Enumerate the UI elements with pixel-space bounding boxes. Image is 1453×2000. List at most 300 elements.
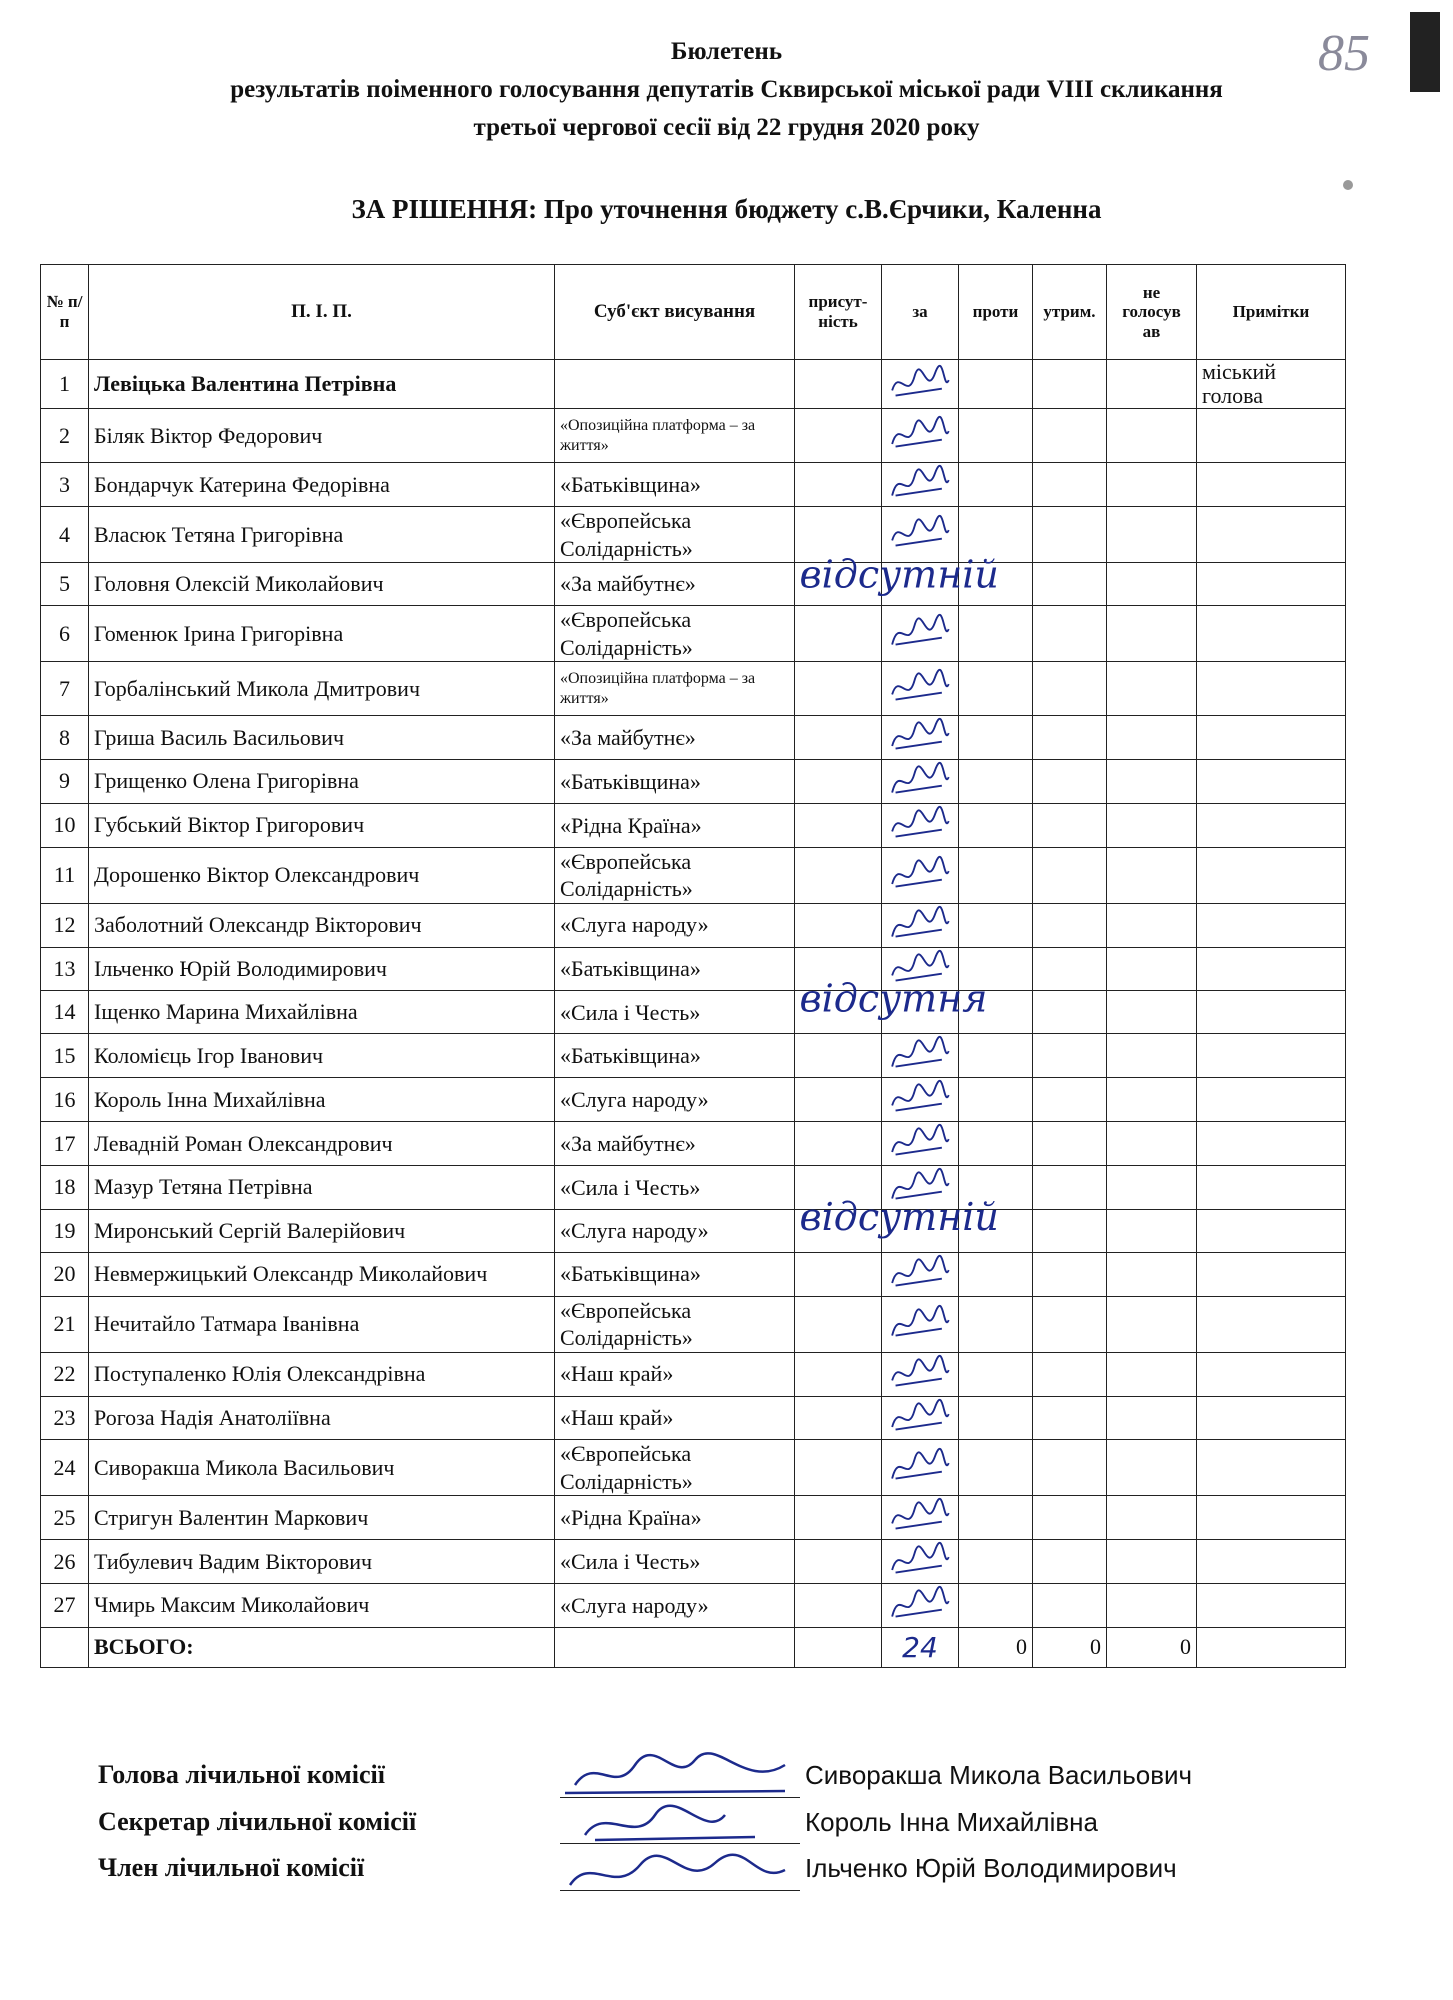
nominating-party: «Батьківщина» [555,947,795,991]
vote-abstain-cell [1033,803,1107,847]
deputy-name: Бондарчук Катерина Федорівна [89,463,555,507]
table-row [41,1584,1346,1628]
vote-against-cell [959,563,1033,606]
row-number: 27 [41,1584,89,1628]
not-voted-cell [1107,947,1197,991]
nominating-party: «Батьківщина» [555,1034,795,1078]
table-row [41,1165,1346,1209]
nominating-party: «Опозиційна платформа – за життя» [555,662,795,716]
not-voted-cell [1107,716,1197,760]
notes-cell [1197,1122,1346,1166]
vote-for-signature [882,903,959,947]
deputy-name: Чмирь Максим Миколайович [89,1584,555,1628]
chair-label: Голова лічильної комісії [98,1760,385,1789]
not-voted-cell [1107,1396,1197,1440]
not-voted-cell [1107,507,1197,563]
row-number: 26 [41,1540,89,1584]
present-cell [795,847,882,903]
vote-abstain-cell [1033,991,1107,1034]
row-number: 9 [41,760,89,804]
nominating-party: «Слуга народу» [555,1078,795,1122]
totals-for: 24 [882,1627,959,1667]
deputy-name: Власюк Тетяна Григорівна [89,507,555,563]
nominating-party: «Європейська Солідарність» [555,606,795,662]
row-number: 2 [41,409,89,463]
row-number: 6 [41,606,89,662]
deputy-name: Поступаленко Юлія Олександрівна [89,1352,555,1396]
not-voted-cell [1107,847,1197,903]
notes-cell [1197,507,1346,563]
not-voted-cell [1107,1496,1197,1540]
deputy-name: Невмержицький Олександр Миколайович [89,1252,555,1296]
vote-abstain-cell [1033,409,1107,463]
nominating-party: «Батьківщина» [555,760,795,804]
vote-against-cell [959,903,1033,947]
nominating-party: «Сила і Честь» [555,991,795,1034]
vote-abstain-cell [1033,662,1107,716]
col-name: П. І. П. [89,265,555,360]
voting-table [40,264,1346,1668]
nominating-party: «Європейська Солідарність» [555,847,795,903]
present-cell [795,1396,882,1440]
not-voted-cell [1107,409,1197,463]
vote-abstain-cell [1033,563,1107,606]
not-voted-cell [1107,563,1197,606]
row-number: 18 [41,1165,89,1209]
vote-for-signature [882,947,959,991]
present-cell [795,563,882,606]
present-cell [795,1584,882,1628]
chair-signature [565,1753,785,1793]
present-cell [795,1296,882,1352]
vote-for-signature [882,1584,959,1628]
vote-for-signature [882,803,959,847]
row-number: 10 [41,803,89,847]
notes-cell [1197,1540,1346,1584]
notes-cell [1197,1034,1346,1078]
table-row [41,1296,1346,1352]
vote-abstain-cell [1033,1352,1107,1396]
notes-cell [1197,1078,1346,1122]
vote-against-cell [959,662,1033,716]
notes-cell [1197,847,1346,903]
totals-against: 0 [959,1627,1033,1667]
present-cell [795,1078,882,1122]
row-number: 4 [41,507,89,563]
row-number: 25 [41,1496,89,1540]
vote-for-signature [882,409,959,463]
present-cell [795,716,882,760]
vote-abstain-cell [1033,360,1107,409]
deputy-name: Горбалінський Микола Дмитрович [89,662,555,716]
row-number: 21 [41,1296,89,1352]
present-cell [795,803,882,847]
not-voted-cell [1107,1252,1197,1296]
deputy-name: Рогоза Надія Анатоліївна [89,1396,555,1440]
document-title: Бюлетень [670,38,783,65]
vote-abstain-cell [1033,606,1107,662]
deputy-name: Левіцька Валентина Петрівна [89,360,555,409]
vote-abstain-cell [1033,1396,1107,1440]
row-number: 14 [41,991,89,1034]
deputy-name: Іщенко Марина Михайлівна [89,991,555,1034]
not-voted-cell [1107,1034,1197,1078]
secretary-signature [585,1806,755,1840]
col-number: № п/п [41,265,89,360]
totals-present-cell [795,1627,882,1667]
not-voted-cell [1107,903,1197,947]
table-row [41,409,1346,463]
notes-cell [1197,803,1346,847]
notes-cell [1197,1352,1346,1396]
nominating-party: «Слуга народу» [555,1209,795,1252]
totals-not-voted: 0 [1107,1627,1197,1667]
vote-for-signature [882,1540,959,1584]
deputy-name: Король Інна Михайлівна [89,1078,555,1122]
not-voted-cell [1107,1209,1197,1252]
vote-abstain-cell [1033,463,1107,507]
vote-for-signature [882,463,959,507]
deputy-name: Нечитайло Татмара Іванівна [89,1296,555,1352]
deputy-name: Гриша Василь Васильович [89,716,555,760]
present-cell [795,1034,882,1078]
present-cell [795,463,882,507]
vote-against-cell [959,1496,1033,1540]
vote-against-cell [959,1540,1033,1584]
scan-dot [1343,180,1353,190]
row-number: 19 [41,1209,89,1252]
nominating-party: «Європейська Солідарність» [555,1440,795,1496]
not-voted-cell [1107,662,1197,716]
notes-cell [1197,991,1346,1034]
vote-abstain-cell [1033,716,1107,760]
deputy-name: Мазур Тетяна Петрівна [89,1165,555,1209]
col-against: проти [959,265,1033,360]
notes-cell [1197,716,1346,760]
deputy-name: Миронський Сергій Валерійович [89,1209,555,1252]
present-cell [795,1440,882,1496]
notes-cell [1197,1296,1346,1352]
row-number: 5 [41,563,89,606]
vote-abstain-cell [1033,1165,1107,1209]
deputy-name: Стригун Валентин Маркович [89,1496,555,1540]
totals-abstain: 0 [1033,1627,1107,1667]
vote-abstain-cell [1033,947,1107,991]
vote-for-signature [882,1396,959,1440]
notes-cell [1197,1440,1346,1496]
nominating-party: «Сила і Честь» [555,1165,795,1209]
row-number: 1 [41,360,89,409]
vote-against-cell [959,1584,1033,1628]
vote-for-signature [882,1034,959,1078]
table-row [41,803,1346,847]
nominating-party [555,360,795,409]
nominating-party: «Наш край» [555,1352,795,1396]
table-row [41,947,1346,991]
nominating-party: «Батьківщина» [555,1252,795,1296]
vote-abstain-cell [1033,1440,1107,1496]
not-voted-cell [1107,1165,1197,1209]
nominating-party: «Рідна Країна» [555,803,795,847]
table-row [41,1440,1346,1496]
table-row [41,1352,1346,1396]
table-row [41,1496,1346,1540]
nominating-party: «За майбутнє» [555,563,795,606]
vote-for-signature [882,1496,959,1540]
notes-cell [1197,662,1346,716]
col-abstain: утрим. [1033,265,1107,360]
notes-cell [1197,903,1346,947]
vote-for-signature [882,507,959,563]
vote-against-cell [959,947,1033,991]
not-voted-cell [1107,606,1197,662]
not-voted-cell [1107,1540,1197,1584]
present-cell [795,991,882,1034]
notes-cell [1197,947,1346,991]
table-row [41,1252,1346,1296]
not-voted-cell [1107,360,1197,409]
vote-for-signature [882,662,959,716]
nominating-party: «Сила і Честь» [555,1540,795,1584]
table-row [41,716,1346,760]
col-not-voted: не голосув ав [1107,265,1197,360]
vote-against-cell [959,1396,1033,1440]
present-cell [795,1209,882,1252]
row-number: 12 [41,903,89,947]
vote-for-signature [882,1122,959,1166]
notes-cell [1197,606,1346,662]
nominating-party: «Європейська Солідарність» [555,1296,795,1352]
row-number: 23 [41,1396,89,1440]
row-number: 8 [41,716,89,760]
deputy-name: Левадній Роман Олександрович [89,1122,555,1166]
table-row [41,1209,1346,1252]
table-row [41,463,1346,507]
vote-against-cell [959,1165,1033,1209]
nominating-party: «Батьківщина» [555,463,795,507]
secretary-name: Король Інна Михайлівна [805,1807,1098,1837]
deputy-name: Тибулевич Вадим Вікторович [89,1540,555,1584]
row-number: 11 [41,847,89,903]
vote-against-cell [959,847,1033,903]
notes-cell [1197,1252,1346,1296]
vote-against-cell [959,409,1033,463]
decision-title: ЗА РІШЕННЯ: Про уточнення бюджету с.В.Єрчики, Каленна [351,194,1102,224]
member-signature [570,1855,785,1885]
vote-for-signature [882,1165,959,1209]
table-row [41,903,1346,947]
vote-against-cell [959,1296,1033,1352]
member-label: Член лічильної комісії [98,1853,365,1882]
present-cell [795,1252,882,1296]
row-number: 13 [41,947,89,991]
vote-abstain-cell [1033,760,1107,804]
present-cell [795,360,882,409]
vote-for-signature [882,716,959,760]
table-row [41,1396,1346,1440]
deputy-name: Коломієць Ігор Іванович [89,1034,555,1078]
col-subject: Суб'єкт висування [555,265,795,360]
vote-against-cell [959,1209,1033,1252]
notes-cell [1197,1496,1346,1540]
vote-against-cell [959,1352,1033,1396]
vote-abstain-cell [1033,1540,1107,1584]
vote-against-cell [959,360,1033,409]
vote-for-signature [882,606,959,662]
table-row [41,360,1346,409]
absent-note: відсутня [799,976,988,1021]
nominating-party: «Слуга народу» [555,903,795,947]
row-number: 7 [41,662,89,716]
chair-name: Сиворакша Микола Васильович [805,1760,1193,1790]
table-header-row [41,265,1346,360]
vote-abstain-cell [1033,507,1107,563]
notes-cell [1197,1584,1346,1628]
present-cell [795,947,882,991]
vote-against-cell [959,803,1033,847]
table-row [41,606,1346,662]
member-name: Ільченко Юрій Володимирович [805,1853,1177,1883]
totals-row [41,1627,1346,1667]
page-number: 85 [1318,25,1370,82]
present-cell [795,662,882,716]
vote-for-signature [882,360,959,409]
vote-abstain-cell [1033,903,1107,947]
vote-abstain-cell [1033,1252,1107,1296]
nominating-party: «Європейська Солідарність» [555,507,795,563]
nominating-party: «За майбутнє» [555,1122,795,1166]
notes-cell: міський голова [1197,360,1346,409]
row-number: 24 [41,1440,89,1496]
vote-for-signature [882,991,959,1034]
row-number: 3 [41,463,89,507]
totals-subject-cell [555,1627,795,1667]
vote-for-signature [882,1209,959,1252]
vote-abstain-cell [1033,1078,1107,1122]
not-voted-cell [1107,1078,1197,1122]
table-row [41,1078,1346,1122]
nominating-party: «Рідна Країна» [555,1496,795,1540]
notes-cell [1197,1165,1346,1209]
session-date: третьої чергової сесії від 22 грудня 2020 року [473,114,980,141]
row-number: 15 [41,1034,89,1078]
table-row [41,1034,1346,1078]
totals-num-cell [41,1627,89,1667]
not-voted-cell [1107,1122,1197,1166]
vote-against-cell [959,760,1033,804]
not-voted-cell [1107,1352,1197,1396]
present-cell [795,409,882,463]
deputy-name: Ільченко Юрій Володимирович [89,947,555,991]
present-cell [795,1540,882,1584]
vote-against-cell [959,1034,1033,1078]
nominating-party: «За майбутнє» [555,716,795,760]
notes-cell [1197,1396,1346,1440]
vote-against-cell [959,1078,1033,1122]
vote-against-cell [959,1252,1033,1296]
present-cell [795,606,882,662]
table-row [41,760,1346,804]
row-number: 17 [41,1122,89,1166]
deputy-name: Заболотний Олександр Вікторович [89,903,555,947]
vote-for-signature [882,1078,959,1122]
not-voted-cell [1107,1440,1197,1496]
vote-for-signature [882,1252,959,1296]
row-number: 22 [41,1352,89,1396]
not-voted-cell [1107,463,1197,507]
present-cell [795,1165,882,1209]
vote-abstain-cell [1033,847,1107,903]
table-row [41,991,1346,1034]
present-cell [795,1496,882,1540]
table-row [41,1540,1346,1584]
notes-cell [1197,1209,1346,1252]
vote-against-cell [959,1440,1033,1496]
secretary-label: Секретар лічильної комісії [98,1807,417,1836]
vote-abstain-cell [1033,1122,1107,1166]
present-cell [795,1122,882,1166]
vote-abstain-cell [1033,1209,1107,1252]
vote-against-cell [959,463,1033,507]
deputy-name: Гоменюк Ірина Григорівна [89,606,555,662]
deputy-name: Сиворакша Микола Васильович [89,1440,555,1496]
present-cell [795,760,882,804]
col-notes: Примітки [1197,265,1346,360]
totals-notes-cell [1197,1627,1346,1667]
vote-abstain-cell [1033,1584,1107,1628]
not-voted-cell [1107,1296,1197,1352]
absent-note: відсутній [799,1195,999,1240]
vote-for-signature [882,847,959,903]
vote-abstain-cell [1033,1296,1107,1352]
vote-for-signature [882,760,959,804]
row-number: 16 [41,1078,89,1122]
notes-cell [1197,760,1346,804]
table-row [41,662,1346,716]
deputy-name: Губський Віктор Григорович [89,803,555,847]
vote-for-signature [882,563,959,606]
deputy-name: Дорошенко Віктор Олександрович [89,847,555,903]
commission-signatures [555,1745,805,1895]
deputy-name: Грищенко Олена Григорівна [89,760,555,804]
not-voted-cell [1107,1584,1197,1628]
vote-against-cell [959,1122,1033,1166]
vote-abstain-cell [1033,1496,1107,1540]
table-row [41,847,1346,903]
deputy-name: Біляк Віктор Федорович [89,409,555,463]
vote-for-signature [882,1440,959,1496]
nominating-party: «Опозиційна платформа – за життя» [555,409,795,463]
not-voted-cell [1107,991,1197,1034]
present-cell [795,507,882,563]
notes-cell [1197,409,1346,463]
table-row [41,563,1346,606]
table-row [41,1122,1346,1166]
notes-cell [1197,463,1346,507]
not-voted-cell [1107,803,1197,847]
nominating-party: «Наш край» [555,1396,795,1440]
vote-abstain-cell [1033,1034,1107,1078]
table-row [41,507,1346,563]
document-subtitle: результатів поіменного голосування депутатів Сквирської міської ради VIII скликання [230,76,1223,103]
vote-against-cell [959,606,1033,662]
vote-for-signature [882,1296,959,1352]
absent-note: відсутній [799,552,999,597]
vote-for-signature [882,1352,959,1396]
deputy-name: Головня Олексій Миколайович [89,563,555,606]
vote-against-cell [959,991,1033,1034]
col-for: за [882,265,959,360]
